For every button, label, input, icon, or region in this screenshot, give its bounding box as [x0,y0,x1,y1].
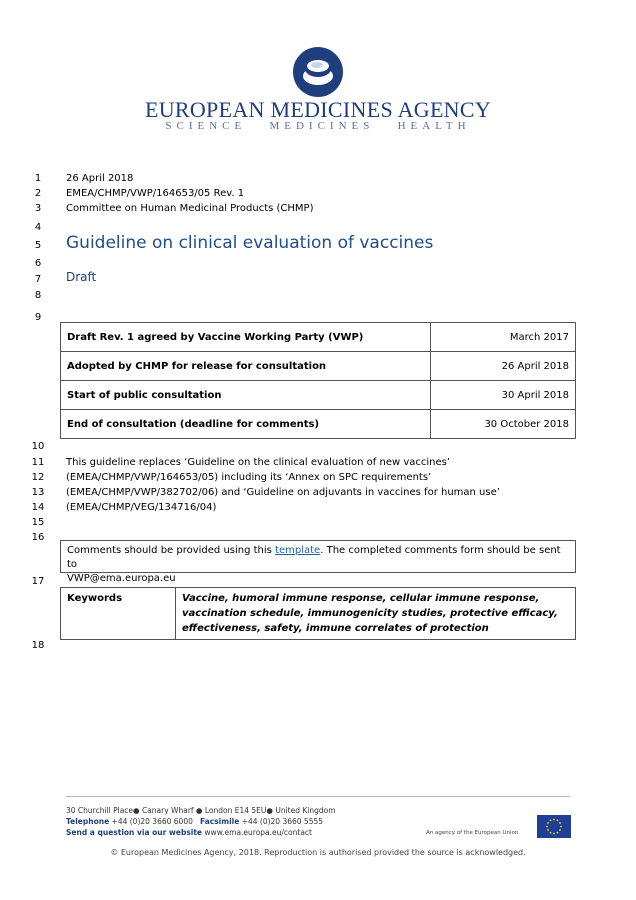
footer-address: 30 Churchill Place● Canary Wharf ● London E14 5EU● United Kingdom [66,806,336,815]
line-number: 4 [34,222,42,233]
agency-tagline: SCIENCE MEDICINES HEALTH [165,120,471,132]
telephone-label: Telephone [66,817,110,826]
table-row [61,352,576,381]
comments-box [60,540,576,584]
line-number: 1 [34,173,42,184]
footer-phone-line [66,817,323,826]
committee-name: Committee on Human Medicinal Products (CHMP) [66,203,314,214]
schedule-label: Start of public consultation [61,381,431,410]
line-number: 8 [34,290,42,301]
line-number: 7 [34,274,42,285]
ema-emblem-icon [292,46,344,98]
line-number: 13 [31,487,45,498]
page-title: Guideline on clinical evaluation of vaccines [66,233,434,253]
schedule-date: March 2017 [431,323,576,352]
keywords-line: Vaccine, humoral immune response, cellular immune response, [182,593,540,604]
schedule-label: Draft Rev. 1 agreed by Vaccine Working Party (VWP) [61,323,431,352]
agency-name: EUROPEAN MEDICINES AGENCY [144,97,492,122]
schedule-date: 30 April 2018 [431,381,576,410]
table-row [61,381,576,410]
template-link[interactable]: template [275,545,321,556]
fax-label: Facsimile [200,817,240,826]
schedule-date: 30 October 2018 [431,410,576,439]
table-row [61,323,576,352]
replaces-line: (EMEA/CHMP/VWP/382702/06) and ‘Guideline on adjuvants in vaccines for human use’ [66,487,500,498]
line-number: 12 [31,472,45,483]
copyright-notice: © European Medicines Agency, 2018. Reproduction is authorised provided the source is acknowledged. [110,848,526,857]
document-reference: EMEA/CHMP/VWP/164653/05 Rev. 1 [66,188,245,199]
schedule-label: Adopted by CHMP for release for consultation [61,352,431,381]
comments-text: Comments should be provided using this [67,545,276,556]
website-link[interactable]: www.ema.europa.eu/contact [204,828,312,837]
table-row [61,410,576,439]
line-number: 6 [34,258,42,269]
keywords-line: effectiveness, safety, immune correlates of protection [182,623,489,634]
consultation-schedule-table [60,322,576,439]
line-number: 3 [34,203,42,214]
replaces-line: This guideline replaces ‘Guideline on the clinical evaluation of new vaccines’ [66,457,451,468]
line-number: 15 [31,517,45,528]
line-number: 5 [34,240,42,251]
keywords-value [176,588,576,640]
line-number: 18 [31,640,45,651]
schedule-date: 26 April 2018 [431,352,576,381]
comments-email: VWP@ema.europa.eu [67,573,176,584]
line-number: 10 [31,441,45,452]
agency-note: An agency of the European Union [426,830,519,836]
document-status: Draft [66,270,97,284]
fax-number: +44 (0)20 3660 5555 [241,817,324,826]
keywords-line: vaccination schedule, immunogenicity studies, protective efficacy, [182,608,558,619]
eu-flag-icon [537,815,571,838]
line-number: 17 [31,576,45,587]
line-number: 11 [31,457,45,468]
replaces-line: (EMEA/CHMP/VWP/164653/05) including its ‘Annex on SPC requirements’ [66,472,432,483]
keywords-label: Keywords [61,588,176,640]
footer-contact-line [66,828,312,837]
footer-divider [66,796,570,797]
line-number: 2 [34,188,42,199]
line-number: 9 [34,312,42,323]
comments-text: . The completed comments form should be sent to [67,545,561,570]
replaces-line: (EMEA/CHMP/VEG/134716/04) [66,502,217,513]
line-number: 14 [31,502,45,513]
table-row [61,588,576,640]
telephone-number: +44 (0)20 3660 6000 [111,817,193,826]
question-label: Send a question via our website [66,828,203,837]
keywords-table [60,587,576,640]
document-date: 26 April 2018 [66,173,134,184]
schedule-label: End of consultation (deadline for comments) [61,410,431,439]
line-number: 16 [31,532,45,543]
